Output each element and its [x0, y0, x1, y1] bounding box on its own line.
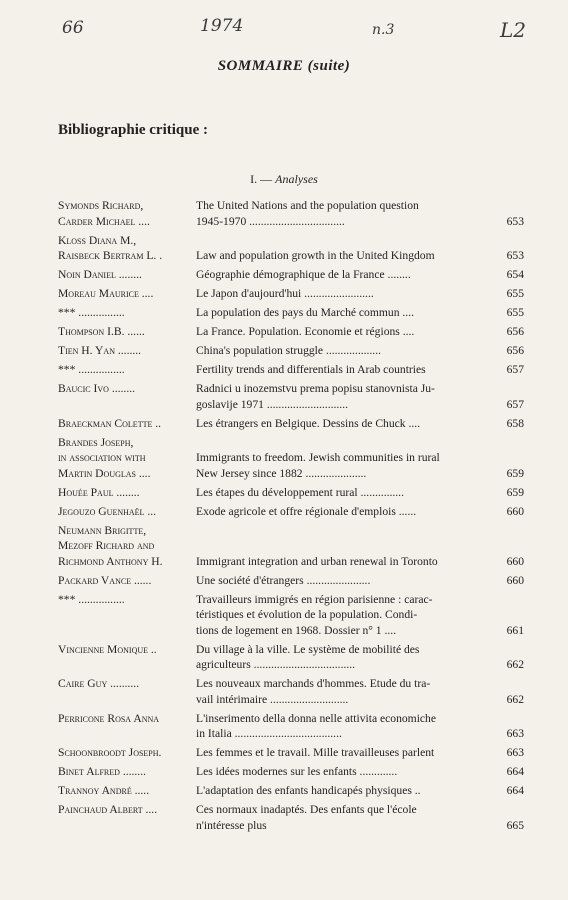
page-number-text: 654: [506, 268, 524, 281]
bibliography-entry: [58, 802, 524, 833]
entry-author: [58, 485, 196, 501]
page-number-text: 663: [506, 727, 524, 740]
page-number-text: 664: [506, 765, 524, 778]
entry-title: [196, 573, 494, 589]
bibliography-entry: [58, 305, 524, 321]
page-number-text: 653: [506, 249, 524, 262]
subsection-label: Analyses: [275, 172, 318, 186]
entry-author: [58, 592, 196, 639]
bibliography-entry: [58, 642, 524, 673]
entry-title: [196, 381, 494, 412]
entry-title: [196, 324, 494, 340]
bibliography-entry: [58, 764, 524, 780]
entry-author: [58, 745, 196, 761]
entry-author: [58, 523, 196, 570]
entry-title: [196, 198, 494, 229]
entry-title: [196, 642, 494, 673]
title-line: Le Japon d'aujourd'hui ........................: [196, 287, 374, 300]
title-line: Les étapes du développement rural ...............: [196, 485, 404, 499]
title-line: Exode agricole et offre régionale d'emplois ......: [196, 504, 417, 518]
entry-author: [58, 764, 196, 780]
entry-title: [196, 362, 494, 378]
page-number-text: 659: [506, 466, 524, 480]
page-number-text: 665: [506, 818, 524, 832]
entry-author: [58, 783, 196, 799]
entry-author: [58, 504, 196, 520]
page-title: SOMMAIRE (suite): [217, 58, 351, 74]
entry-page-number: [494, 267, 524, 283]
bibliography-entry: [58, 267, 524, 283]
entry-title: [196, 286, 494, 302]
title-line: 1945-1970 .................................: [196, 214, 345, 228]
bibliography-entry: [58, 233, 524, 264]
entry-page-number: [494, 802, 524, 833]
entry-page-number: [494, 435, 524, 482]
title-line: Les idées modernes sur les enfants .............: [196, 765, 398, 778]
entry-title: [196, 745, 494, 761]
handwritten-year: 1974: [200, 16, 244, 36]
entry-title: [196, 523, 494, 570]
author-line: Jegouzo Guenhaël ...: [58, 504, 157, 518]
title-line: in Italia .....................................: [196, 727, 342, 740]
title-line: agriculteurs ...................................: [196, 658, 356, 671]
title-line: Fertility trends and differentials in Arab countries: [196, 363, 426, 376]
entry-author: [58, 416, 196, 432]
entry-page-number: [494, 783, 524, 799]
entry-page-number: [494, 416, 524, 432]
page-number-text: 660: [506, 554, 524, 568]
entry-author: [58, 573, 196, 589]
entry-title: [196, 783, 494, 799]
entry-title: [196, 676, 494, 707]
entry-title: [196, 711, 494, 742]
author-line: *** ................: [58, 592, 125, 606]
title-line: Immigrant integration and urban renewal in Toronto: [196, 554, 438, 568]
title-line: n'intéresse plus: [196, 818, 267, 832]
page-number-text: 656: [506, 344, 524, 357]
page-number-text: 660: [506, 573, 524, 587]
bibliography-entry: [58, 343, 524, 359]
entry-author: [58, 802, 196, 833]
author-line: Houée Paul ........: [58, 485, 140, 499]
page-number-text: 661: [506, 623, 524, 637]
entry-page-number: [494, 711, 524, 742]
entry-page-number: [494, 485, 524, 501]
bibliography-entry: [58, 711, 524, 742]
entry-title: [196, 485, 494, 501]
title-line: China's population struggle ...................: [196, 344, 382, 357]
page-number-text: 659: [506, 485, 524, 499]
entry-author: [58, 711, 196, 742]
entry-page-number: [494, 305, 524, 321]
author-line: Neumann Brigitte,: [58, 523, 147, 537]
bibliography-entry: [58, 416, 524, 432]
title-line: Une société d'étrangers ......................: [196, 573, 371, 587]
bibliography-entry: [58, 745, 524, 761]
title-line: Les femmes et le travail. Mille travailleuses parlent: [196, 746, 435, 759]
entry-author: [58, 267, 196, 283]
page-number-text: 664: [506, 784, 524, 797]
entry-title: [196, 435, 494, 482]
title-line: Géographie démographique de la France ........: [196, 268, 411, 281]
entry-title: [196, 764, 494, 780]
author-line: Trannoy André .....: [58, 784, 150, 797]
author-line: Binet Alfred ........: [58, 765, 147, 778]
bibliography-entry: [58, 504, 524, 520]
page-number-text: 662: [506, 658, 524, 671]
entry-author: [58, 381, 196, 412]
author-line: Packard Vance ......: [58, 573, 152, 587]
title-line: Law and population growth in the United Kingdom: [196, 249, 435, 262]
entry-author: [58, 343, 196, 359]
section-heading: Bibliographie critique :: [58, 122, 208, 138]
author-line: Noin Daniel ........: [58, 268, 142, 281]
author-line: Raisbeck Bertram L. .: [58, 249, 163, 262]
author-line: Vincienne Monique ..: [58, 642, 157, 656]
entry-title: [196, 267, 494, 283]
entry-page-number: [494, 198, 524, 229]
entry-author: [58, 324, 196, 340]
entry-author: [58, 198, 196, 229]
entry-title: [196, 592, 494, 639]
bibliography-entry: [58, 676, 524, 707]
title-line: L'adaptation des enfants handicapés physiques ..: [196, 784, 421, 797]
entry-page-number: [494, 343, 524, 359]
page-number-text: 656: [506, 325, 524, 338]
author-line: Brandes Joseph,: [58, 435, 134, 449]
bibliography-entry: [58, 381, 524, 412]
author-line: Baucic Ivo ........: [58, 382, 136, 395]
title-line: Les nouveaux marchands d'hommes. Etude du tra-: [196, 677, 431, 690]
entry-author: [58, 435, 196, 482]
entry-title: [196, 343, 494, 359]
page-number-text: 663: [506, 746, 524, 759]
page-number-text: 657: [506, 363, 524, 376]
author-line: Moreau Maurice ....: [58, 287, 154, 300]
bibliography-entry: [58, 592, 524, 639]
title-line: téristiques et évolution de la population. Condi-: [196, 608, 418, 621]
page-number-text: 653: [506, 214, 524, 228]
entry-author: [58, 676, 196, 707]
title-line: Travailleurs immigrés en région parisienne : carac-: [196, 592, 433, 606]
author-line: Caire Guy ..........: [58, 677, 140, 690]
entry-author: [58, 286, 196, 302]
author-line: Thompson I.B. ......: [58, 325, 145, 338]
title-line: Du village à la ville. Le système de mobilité des: [196, 642, 420, 656]
page-number-text: 657: [506, 397, 524, 411]
bibliography-entry: [58, 573, 524, 589]
title-line: goslavije 1971 ............................: [196, 397, 348, 411]
title-line: La France. Population. Economie et régions ....: [196, 325, 415, 338]
author-line: Schoonbroodt Joseph.: [58, 746, 162, 759]
bibliography-entry: [58, 286, 524, 302]
author-line: Martin Douglas ....: [58, 466, 151, 480]
author-line: Braeckman Colette ..: [58, 416, 162, 430]
page-number-text: 655: [506, 306, 524, 319]
title-line: Ces normaux inadaptés. Des enfants que l'école: [196, 803, 417, 816]
entry-title: [196, 504, 494, 520]
title-line: Les étrangers en Belgique. Dessins de Chuck ....: [196, 416, 421, 430]
entry-author: [58, 233, 196, 264]
author-line: Mezoff Richard and: [58, 539, 155, 552]
title-line: The United Nations and the population question: [196, 199, 419, 212]
title-line: vail intérimaire ...........................: [196, 692, 349, 706]
bibliography-entry: [58, 435, 524, 482]
entry-page-number: [494, 573, 524, 589]
author-line: *** ................: [58, 363, 125, 376]
author-line: Tien H. Yan ........: [58, 344, 142, 357]
entry-title: [196, 802, 494, 833]
author-line: Richmond Anthony H.: [58, 554, 163, 568]
entry-page-number: [494, 362, 524, 378]
author-line: Perricone Rosa Anna: [58, 711, 160, 725]
bibliography-entry: [58, 485, 524, 501]
entry-page-number: [494, 504, 524, 520]
author-line: Kloss Diana M.,: [58, 233, 137, 247]
handwritten-corner-mark: L2: [500, 18, 527, 42]
title-line: New Jersey since 1882 .....................: [196, 466, 367, 480]
bibliography-entry: [58, 362, 524, 378]
page-number-text: 655: [506, 287, 524, 300]
title-line: Immigrants to freedom. Jewish communities in rural: [196, 451, 440, 464]
entry-page-number: [494, 381, 524, 412]
title-line: Radnici u inozemstvu prema popisu stanovnista Ju-: [196, 382, 435, 395]
entry-page-number: [494, 642, 524, 673]
entry-page-number: [494, 286, 524, 302]
entry-page-number: [494, 764, 524, 780]
author-line: Painchaud Albert ....: [58, 803, 158, 816]
subsection-roman: I. —: [250, 172, 273, 186]
title-line: L'inserimento della donna nelle attivita economiche: [196, 711, 436, 725]
title-line: tions de logement en 1968. Dossier n° 1 ....: [196, 623, 397, 637]
bibliography-entry: [58, 523, 524, 570]
author-line: Carder Michael ....: [58, 214, 150, 228]
entry-author: [58, 305, 196, 321]
entry-page-number: [494, 523, 524, 570]
entry-title: [196, 305, 494, 321]
page-number-text: 658: [506, 416, 524, 430]
bibliography-entry: [58, 783, 524, 799]
author-line: Symonds Richard,: [58, 199, 144, 212]
entry-page-number: [494, 592, 524, 639]
entry-author: [58, 362, 196, 378]
author-line: in association with: [58, 451, 146, 464]
subsection-heading: [0, 172, 568, 187]
entry-page-number: [494, 324, 524, 340]
handwritten-page-number: 66: [62, 18, 84, 38]
bibliography-list: [58, 198, 524, 837]
page-number-text: 662: [506, 692, 524, 706]
bibliography-entry: [58, 198, 524, 229]
entry-title: [196, 233, 494, 264]
entry-page-number: [494, 676, 524, 707]
page-number-text: 660: [506, 504, 524, 518]
entry-title: [196, 416, 494, 432]
title-line: La population des pays du Marché commun ....: [196, 306, 414, 319]
entry-page-number: [494, 745, 524, 761]
handwritten-issue: n.3: [372, 22, 395, 38]
entry-page-number: [494, 233, 524, 264]
author-line: *** ................: [58, 306, 125, 319]
bibliography-entry: [58, 324, 524, 340]
entry-author: [58, 642, 196, 673]
